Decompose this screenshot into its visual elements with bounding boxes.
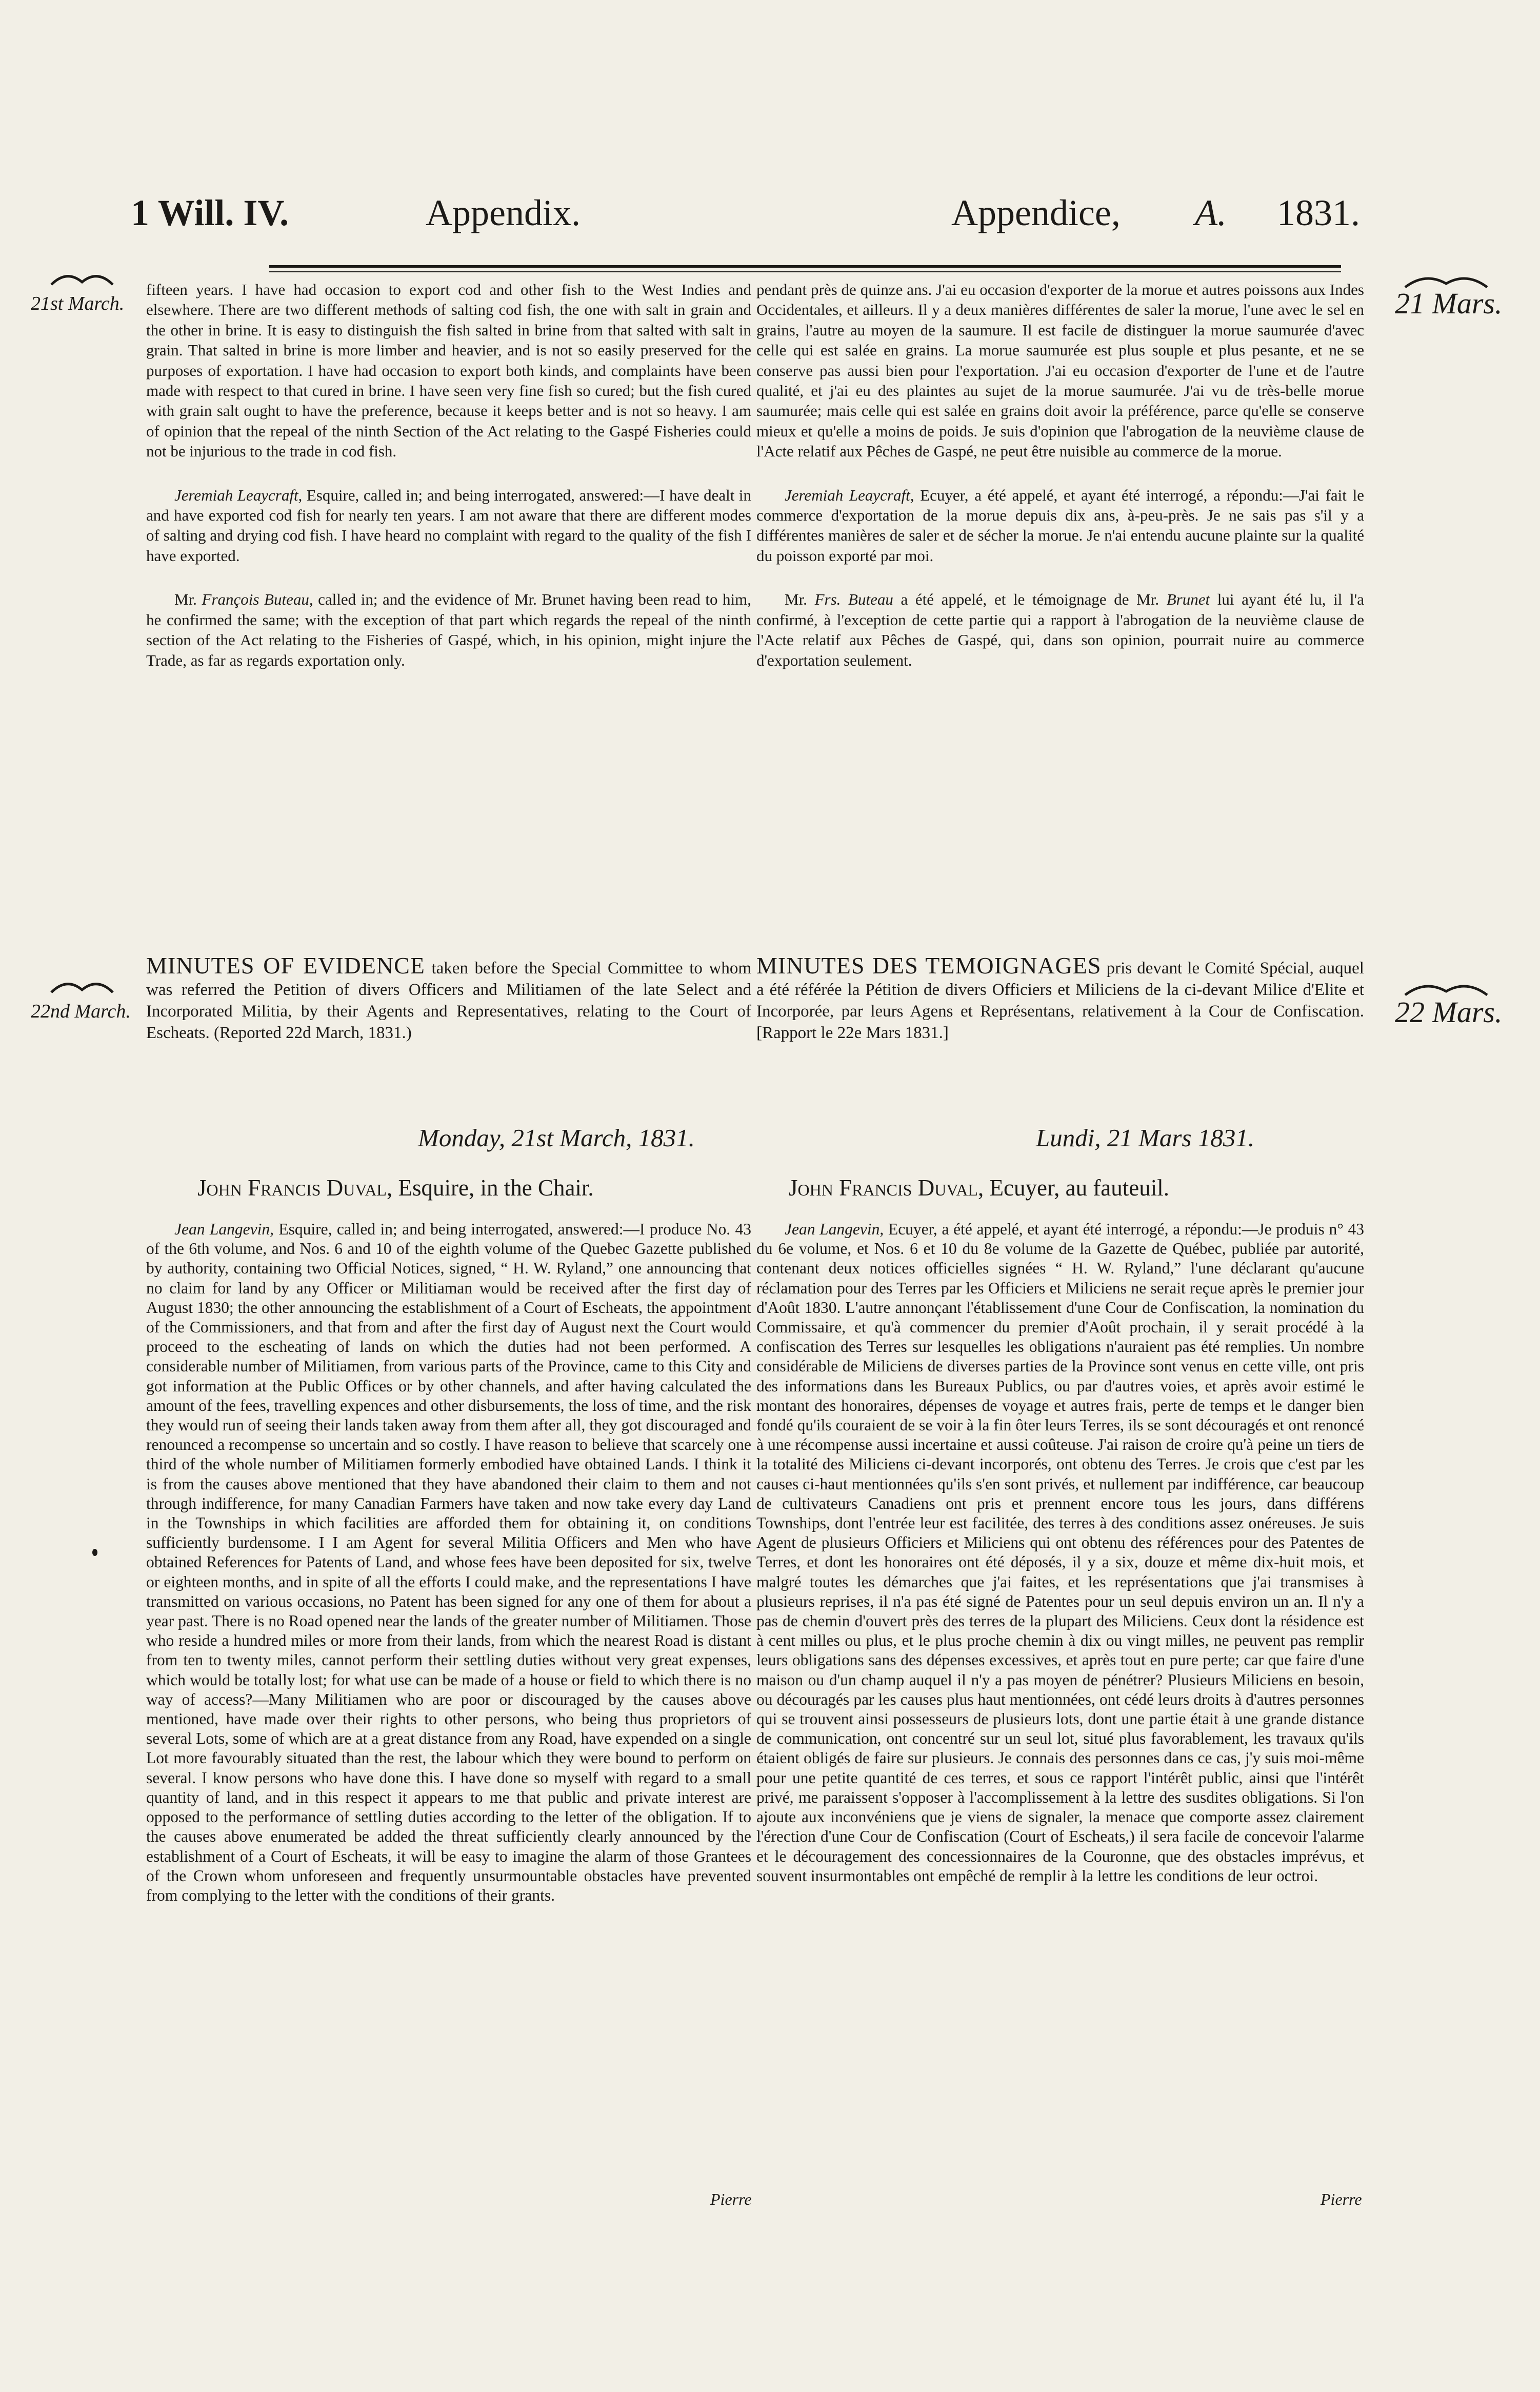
langevin-evidence-en (146, 1220, 751, 1905)
header-rule-thick (269, 265, 1341, 268)
french-column-top (756, 280, 1364, 670)
appendix-letter: A. (1195, 192, 1227, 233)
header-rule-thin (269, 271, 1341, 272)
minutes-heading-fr: MINUTES DES TEMOIGNAGES pris devant le Comité Spécial, auquel a été référée la Pétition de divers Officiers et Miliciens de la ci-devant Milice d'Elite et Incorporée, par leurs Agens et Représentans, relativement à la Cour de Confiscation. [Rapport le 22e Mars 1831.] (756, 952, 1364, 1042)
chair-line-fr: John Francis Duval, Ecuyer, au fauteuil. (789, 1175, 1170, 1201)
appendix-heading-en: Appendix. (426, 192, 581, 233)
witness-name: Jean Langevin, (174, 1220, 274, 1238)
langevin-evidence-fr (756, 1220, 1364, 1886)
witness-name: Frs. Buteau (814, 590, 893, 609)
leaycraft-evidence-fr: Jeremiah Leaycraft, Ecuyer, a été appelé, et ayant été interrogé, a répondu:—J'ai fait le commerce d'exportation de la morue depuis dix ans, à-peu-près. Je ne sais pas s'il y a différentes manières de saler et de sécher la morue. Je n'ai entendu aucune plainte sur la qualité du poisson exporté par moi. (756, 486, 1365, 565)
margin-note-22-mars-fr: 22 Mars. (1395, 995, 1503, 1029)
witness-name: Jeremiah Leaycraft, (174, 486, 303, 504)
evidence-paragraph: Jean Langevin, Ecuyer, a été appelé, et ayant été interrogé, a répondu:—Je produis n° 43 du 6e volume, et Nos. 6 et 10 du 8e volume de la Gazette de Québec, publiée par autorité, contenant deux notices officielles signées “ H. W. Ryland,” l'une déclarant qu'aucune réclamation pour des Terres par les Officiers et Miliciens ne serait reçue après le premier jour d'Août 1830. L'autre annonçant l'établissement d'une Cour de Confiscation, la nomination du Commissaire, et qu'à commencer du premier d'Août prochain, il y serait procédé à la confiscation des Terres sur lesquelles les obligations n'auraient pas été remplies. Un nombre considérable de Miliciens de diverses parties de la Province sont venus en cette ville, ont pris des informations dans les Bureaux Publics, ou par d'autres voies, et après avoir estimé le montant des honoraires, dépenses de voyage et autres frais, perte de temps et le danger bien fondé qu'ils couraient de se voir à la fin ôter leurs Terres, ils se sont découragés et ont renoncé à une récompense aussi incertaine et aussi coûteuse. J'ai raison de croire qu'à peine un tiers de la totalité des Miliciens ci-devant incorporés, ont obtenu des Terres. Je crois que c'est par les causes ci-haut mentionnées qu'ils s'en sont privés, et nullement par indifférence, car beaucoup de cultivateurs Canadiens ont pris et prennent encore tous les jours, dans différens Townships, dont l'entrée leur est facilitée, des terres à des conditions assez onéreuses. Je suis Agent de plusieurs Officiers et Miliciens qui ont obtenu des références pour des Patentes de Terres, et dont les honoraires ont été déposés, il y a six, douze et même dix-huit mois, et malgré toutes les démarches que j'ai faites, et les représentations que j'ai transmises à plusieurs reprises, il n'a pas été signé de Patentes pour un seul depuis environ un an. Il n'y a pas de chemin d'ouvert près des terres de la plupart des Miliciens. Ceux dont la résidence est à cent milles ou plus, et le plus proche chemin à dix ou vingt milles, ne peuvent pas remplir leurs obligations sans des dépenses excessives, et après tout en pure perte; car que faire d'une maison ou d'un champ auquel il n'y a pas moyen de pénétrer? Plusieurs Miliciens en besoin, ou découragés par les causes plus haut mentionnées, ont cédé leurs droits à d'autres personnes qui se trouvent ainsi possesseurs de plusieurs lots, dont une partie était à une grande distance de communication, ont concentré sur un seul lot, situé plus favorablement, les travaux qu'ils étaient obligés de faire sur plusieurs. Je connais des personnes dans ce cas, j'y suis moi-même pour une petite quantité de ces terres, et sous ce rapport l'intérêt public, ainsi que l'intérêt privé, me paraissent s'opposer à l'accomplissement à la lettre des susdites obligations. Si l'on ajoute aux inconvéniens que je viens de signaler, la menace que comporte assez clairement l'érection d'une Cour de Confiscation (Court of Escheats,) il sera facile de concevoir l'alarme et le découragement des concessionnaires de la Couronne, que des obstacles imprévus, et souvent insurmontables ont empêché de remplir à la lettre les conditions de leur octroi. (756, 1220, 1364, 1885)
english-column-top (146, 280, 751, 670)
catchword-fr: Pierre (1321, 2190, 1362, 2208)
session-heading: 1 Will. IV. (131, 192, 289, 233)
witness-name: Brunet (1166, 590, 1210, 609)
witness-name: Jean Langevin, (785, 1220, 884, 1238)
chair-name: John Francis Duval, (197, 1175, 393, 1201)
leaycraft-evidence-en: Jeremiah Leaycraft, Esquire, called in; and being interrogated, answered:—I have dealt in and have exported cod fish for nearly ten years. I am not aware that there are different modes of salting and drying cod fish. I have heard no complaint with regard to the quality of the fish I have exported. (146, 486, 752, 565)
evidence-continuation-fr: pendant près de quinze ans. J'ai eu occasion d'exporter de la morue et autres poissons aux Indes Occidentales, et ailleurs. Il y a deux manières différentes de saler la morue, l'une avec le sel en grains, l'autre au moyen de la saumure. Il est facile de distinguer la morue saumurée d'avec celle qui est salée en grains. La morue saumurée est plus souple et plus pesante, et ne se conserve pas aussi bien pour l'exportation. J'ai eu occasion d'exporter de l'une et de l'autre qualité, et j'ai eu des plaintes au sujet de la morue saumurée. J'ai vu de très-belle morue saumurée; mais celle qui est salée en grains doit avoir la préférence, parce qu'elle se conserve mieux et qu'elle a moins de poids. Je suis d'opinion que l'abrogation de la neuvième clause de l'Acte relatif aux Pêches de Gaspé, ne peut être nuisible au commerce de la morue. (756, 281, 1364, 461)
catchword-en: Pierre (710, 2190, 752, 2208)
evidence-paragraph: Jean Langevin, Esquire, called in; and being interrogated, answered:—I produce No. 43 of the 6th volume, and Nos. 6 and 10 of the eighth volume of the Quebec Gazette published by authority, containing two Official Notices, signed, “ H. W. Ryland,” one announcing that no claim for land by any Officer or Militiaman would be received after the first day of August 1830; the other announcing the establishment of a Court of Escheats, the appointment of the Commissioners, and that from and after the first day of August next the Court would proceed to the escheating of lands on which the duties had not been performed. A considerable number of Militiamen, from various parts of the Province, came to this City and got information at the Public Offices or by other channels, and after having calculated the amount of the fees, travelling expences and other disbursements, the loss of time, and the risk they would run of seeing their lands taken away from them after all, they got discouraged and renounced a recompense so uncertain and so costly. I have reason to believe that scarcely one third of the whole number of Militiamen formerly embodied have obtained Lands. I think it is from the causes above mentioned that they have abandoned their claim to them and not through indifference, for many Canadian Farmers have taken and now take every day Land in the Townships in which facilities are afforded them for obtaining it, on conditions sufficiently burdensome. I I am Agent for several Militia Officers and Men who have obtained References for Patents of Land, and whose fees have been deposited for six, twelve or eighteen months, and in spite of all the efforts I could make, and the representations I have transmitted on various occasions, no Patent has been signed for any one of them for about a year past. There is no Road opened near the lands of the greater number of Militiamen. Those who reside a hundred miles or more from their lands, from which the nearest Road is distant from ten to twenty miles, cannot perform their settling duties without very great expenses, which would be totally lost; for what use can be made of a house or field to which there is no way of access?—Many Militiamen who are poor or discouraged by the causes above mentioned, have made over their rights to other persons, who being thus proprietors of several Lots, some of which are at a great distance from any Road, have expended on a single Lot more favourably situated than the rest, the labour which they were bound to perform on several. I know persons who have done this. I have done so myself with regard to a small quantity of land, and in this respect it appears to me that public and private interest are opposed to the performance of settling duties according to the letter of the obligation. If to the causes above enumerated be added the threat sufficiently clearly announced by the establishment of a Court of Escheats, it will be easy to imagine the alarm of those Grantees of the Crown whom unforeseen and frequently unsurmountable obstacles have prevented from complying to the letter with the conditions of their grants. (146, 1220, 752, 1904)
margin-note-22-march-en: 22nd March. (31, 1001, 131, 1022)
buteau-evidence-fr: Mr. Frs. Buteau a été appelé, et le témoignage de Mr. Brunet lui ayant été lu, il l'a confirmé, à l'exception de cette partie qui a rapport à l'abrogation de la neuvième clause de l'Acte relatif aux Pêches de Gaspé, qui, dans son opinion, pourrait nuire au commerce d'exportation seulement. (756, 590, 1364, 669)
minutes-heading-en: MINUTES OF EVIDENCE taken before the Special Committee to whom was referred the Petition of divers Officers and Militiamen of the late Select and Incorporated Militia, by their Agents and Representatives, relating to the Court of Escheats. (Reported 22d March, 1831.) (146, 952, 751, 1042)
appendix-year: 1831. (1277, 192, 1360, 233)
evidence-continuation-en: fifteen years. I have had occasion to export cod and other fish to the West Indies and elsewhere. There are two different methods of salting cod fish, the one with salt in grain and the other in brine. It is easy to distinguish the fish salted in brine from that salted with salt in grain. That salted in brine is more limber and heavier, and is not so easily preserved for the purposes of exportation. I have had occasion to export both kinds, and complaints have been made with respect to that cured in brine. I have seen very fine fish so cured; but the fish cured with grain salt ought to have the preference, because it keeps better and is not so heavy. I am of opinion that the repeal of the ninth Section of the Act relating to the Gaspé Fisheries could not be injurious to the trade in cod fish. (146, 281, 751, 461)
left-brace-icon (49, 977, 115, 998)
margin-note-21-march-en: 21st March. (31, 293, 125, 314)
margin-note-21-mars-fr: 21 Mars. (1395, 287, 1503, 320)
minutes-title: MINUTES OF EVIDENCE (146, 952, 425, 979)
right-brace-icon (1403, 977, 1490, 998)
session-date-en: Monday, 21st March, 1831. (418, 1124, 695, 1152)
minutes-title: MINUTES DES TEMOIGNAGES (756, 952, 1102, 979)
buteau-evidence-en: Mr. François Buteau, called in; and the evidence of Mr. Brunet having been read to him, he confirmed the same; with the exception of that part which regards the repeal of the ninth section of the Act relating to the Fisheries of Gaspé, which, in his opinion, might injure the Trade, as far as regards exportation only. (146, 590, 752, 669)
appendix-heading-fr: Appendice, (951, 192, 1121, 233)
chair-line-en: John Francis Duval, Esquire, in the Chair. (197, 1175, 594, 1201)
session-date-fr: Lundi, 21 Mars 1831. (1036, 1124, 1255, 1152)
left-brace-icon (49, 269, 115, 290)
chair-name: John Francis Duval, (789, 1175, 984, 1201)
margin-mark (92, 1549, 97, 1556)
witness-name: François Buteau, (202, 590, 313, 609)
witness-name: Jeremiah Leaycraft, (785, 486, 914, 504)
